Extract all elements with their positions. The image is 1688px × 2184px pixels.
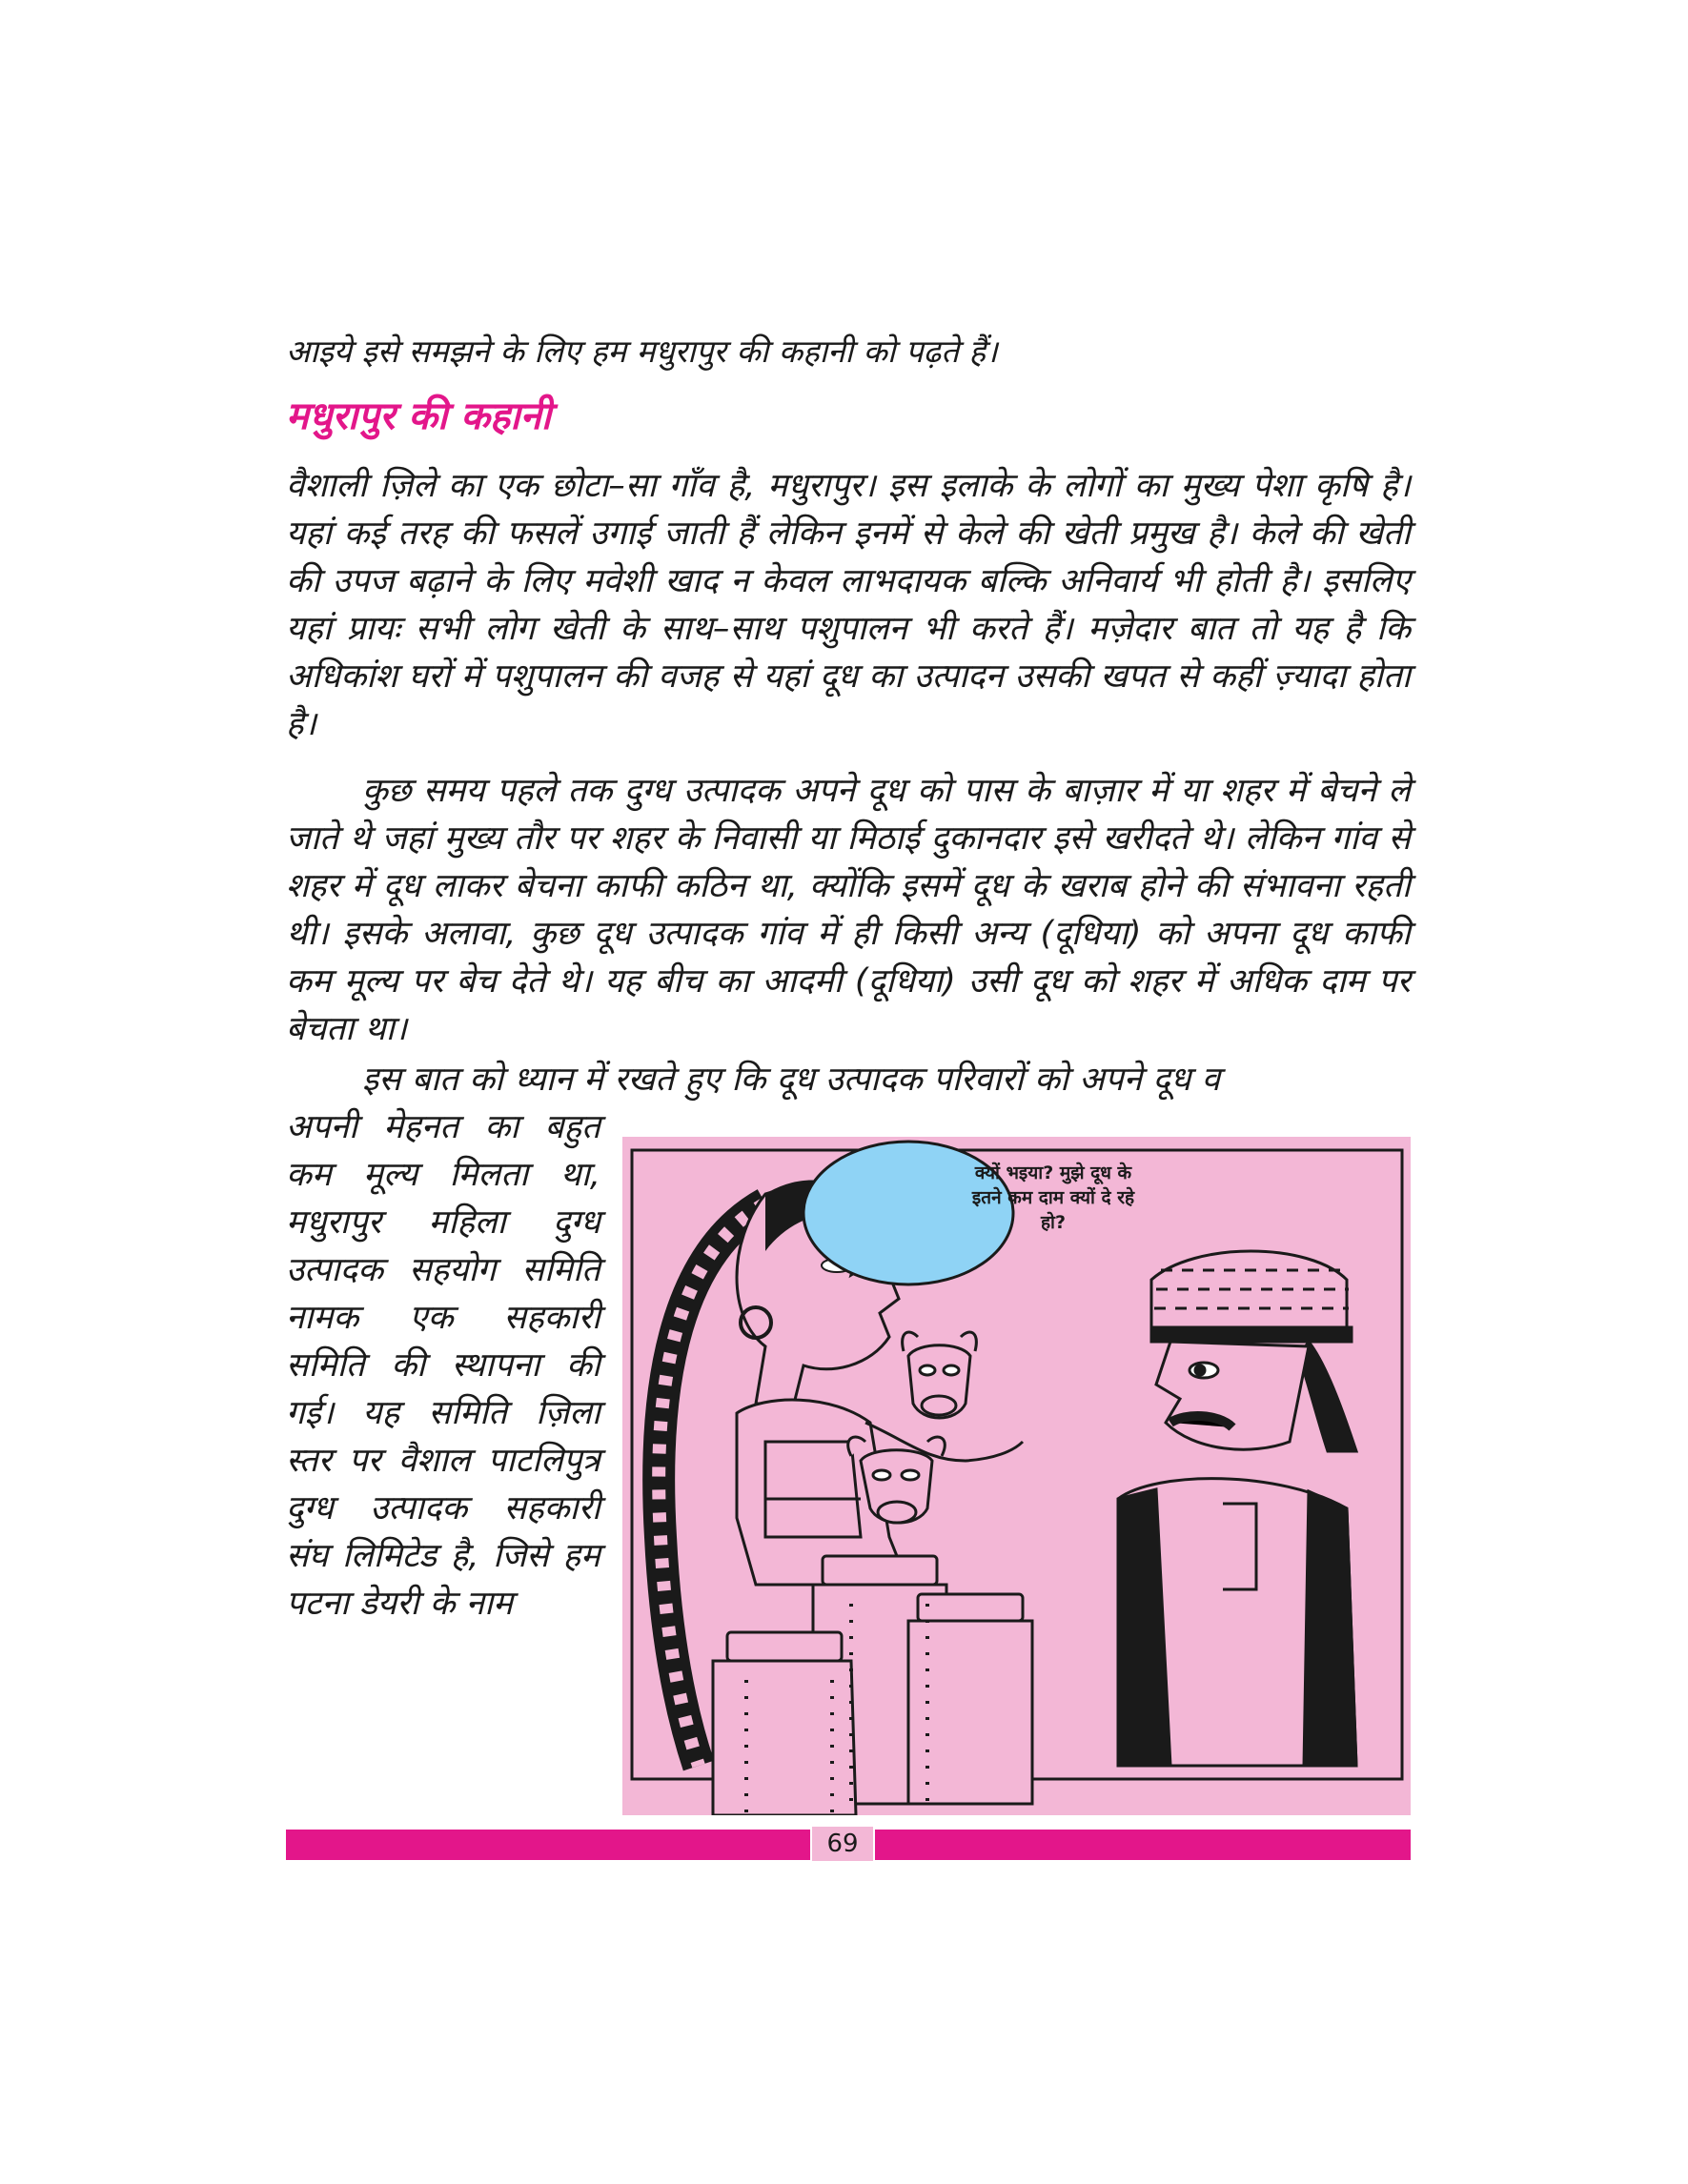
cartoon-drawing [622, 1137, 1411, 1815]
cow-upper [903, 1332, 977, 1418]
paragraph-2: कुछ समय पहले तक दुग्ध उत्पादक अपने दूध को पास के बाज़ार में या शहर में बेचने ले जाते थे जहां मुख्य तौर पर शहर के निवासी या मिठाई दुकानदार इसे खरीदते थे। लेकिन गांव से शहर में दूध लाकर बेचना काफी कठिन था, क्योंकि इसमें दूध के खराब होने की संभावना रहती थी। इसके अलावा, कुछ दूध उत्पादक गांव में ही किसी अन्य (दूधिया) को अपना दूध काफी कम मूल्य पर बेच देते थे। यह बीच का आदमी (दूधिया) उसी दूध को शहर में अधिक दाम पर बेचता था। [286, 772, 1411, 1048]
speech-bubble-text: क्यों भइया? मुझे दूध के इतने कम दाम क्यों दे रहे हो? [971, 1163, 1135, 1233]
page-number: 69 [810, 1825, 875, 1863]
paragraph-1: वैशाली ज़िले का एक छोटा–सा गाँव है, मधुरापुर। इस इलाके के लोगों का मुख्य पेशा कृषि है। यहां कई तरह की फसलें उगाई जाती हैं लेकिन इनमें से केले की खेती प्रमुख है। केले की खेती की उपज बढ़ाने के लिए मवेशी खाद न केवल लाभदायक बल्कि अनिवार्य भी होती है। इसलिए यहां प्रायः सभी लोग खेती के साथ–साथ पशुपालन भी करते हैं। मज़ेदार बात तो यह है कि अधिकांश घरों में पशुपालन की वजह से यहां दूध का उत्पादन उसकी खपत से कहीं ज़्यादा होता है। [286, 467, 1411, 743]
cartoon-illustration [622, 1137, 1411, 1815]
paragraph-3-lead: इस बात को ध्यान में रखते हुए कि दूध उत्पादक परिवारों को अपने दूध व [362, 1061, 1221, 1099]
milk-cans [713, 1556, 1032, 1815]
section-heading: मधुरापुर की कहानी [286, 394, 552, 438]
intro-line: आइये इसे समझने के लिए हम मधुरापुर की कहानी को पढ़ते हैं। [286, 333, 998, 370]
paragraph-3-sidebar-text: अपनी मेहनत का बहुत कम मूल्य मिलता था, मधुरापुर महिला दुग्ध उत्पादक सहयोग समिति नामक एक सहकारी समिति की स्थापना की गई। यह समिति ज़िला स्तर पर वैशाल पाटलिपुत्र दुग्ध उत्पादक सहकारी संघ लिमिटेड है, जिसे हम पटना डेयरी के नाम [286, 1108, 600, 1623]
man-figure [1118, 1251, 1356, 1766]
